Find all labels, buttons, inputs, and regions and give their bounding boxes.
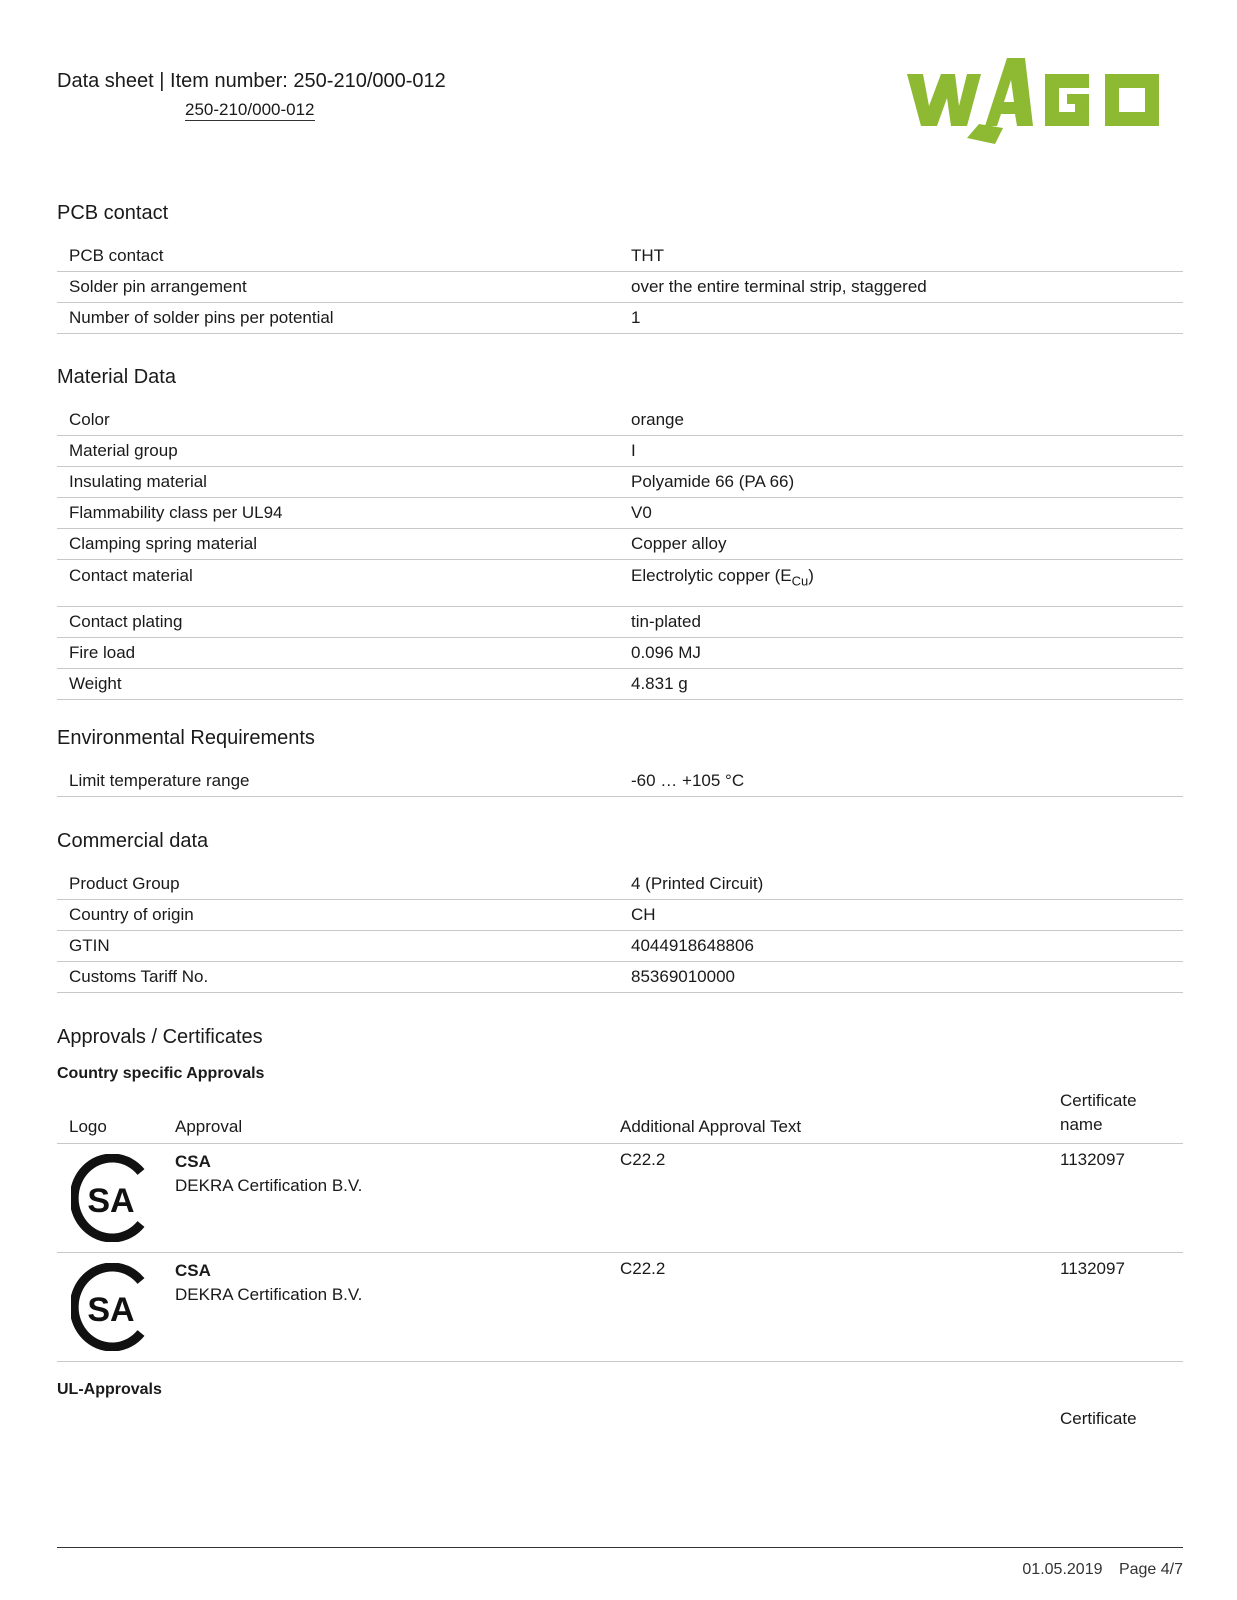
row-value: Copper alloy bbox=[619, 529, 1183, 560]
col-additional: Additional Approval Text bbox=[620, 1117, 802, 1136]
row-key: Solder pin arrangement bbox=[57, 272, 619, 303]
table-row bbox=[57, 962, 1183, 993]
row-value: 4.831 g bbox=[619, 669, 1183, 700]
table-row bbox=[57, 241, 1183, 272]
ul-certificate-header: Certificate bbox=[1060, 1409, 1137, 1428]
approval-org: DEKRA Certification B.V. bbox=[175, 1285, 363, 1304]
certificate-name: 1132097 bbox=[1060, 1259, 1125, 1278]
col-approval: Approval bbox=[175, 1117, 243, 1136]
row-key: Fire load bbox=[57, 638, 619, 669]
row-value: 1 bbox=[619, 303, 1183, 334]
row-value: Electrolytic copper $(E_{Cu})$ bbox=[619, 560, 1183, 607]
table-row bbox=[57, 669, 1183, 700]
table-row bbox=[57, 436, 1183, 467]
table-row bbox=[57, 560, 1183, 607]
section-title-environmental: Environmental Requirements bbox=[57, 727, 315, 749]
row-key: PCB contact bbox=[57, 241, 619, 272]
row-key: Contact plating bbox=[57, 607, 619, 638]
approval-text: C22.2 bbox=[620, 1150, 666, 1169]
row-key: Material group bbox=[57, 436, 619, 467]
row-value: 4044918648806 bbox=[619, 931, 1183, 962]
approval-name: CSA bbox=[175, 1152, 211, 1171]
section-title-material: Material Data bbox=[57, 366, 176, 388]
row-value: I bbox=[619, 436, 1183, 467]
row-value: orange bbox=[619, 405, 1183, 436]
row-value: 85369010000 bbox=[619, 962, 1183, 993]
table-row bbox=[57, 900, 1183, 931]
csa-logo-icon bbox=[71, 1263, 151, 1351]
row-key: Clamping spring material bbox=[57, 529, 619, 560]
row-value: tin-plated bbox=[619, 607, 1183, 638]
page-footer bbox=[1010, 1561, 1183, 1579]
row-value: 0.096 MJ bbox=[619, 638, 1183, 669]
row-value: -60 … +105 °C bbox=[619, 766, 1183, 797]
row-value: V0 bbox=[619, 498, 1183, 529]
svg-text:SA: SA bbox=[87, 1291, 135, 1329]
page-header bbox=[57, 70, 446, 119]
csa-logo-icon bbox=[71, 1154, 151, 1242]
table-row bbox=[57, 467, 1183, 498]
section-title-commercial: Commercial data bbox=[57, 830, 209, 852]
approval-text: C22.2 bbox=[620, 1259, 666, 1278]
approval-row bbox=[57, 1144, 1183, 1253]
ul-approvals-title: UL-Approvals bbox=[57, 1381, 162, 1398]
footer-divider bbox=[57, 1547, 1183, 1548]
row-key: Number of solder pins per potential bbox=[57, 303, 619, 334]
row-key: Flammability class per UL94 bbox=[57, 498, 619, 529]
row-key: Product Group bbox=[57, 869, 619, 900]
material-table bbox=[57, 405, 1183, 700]
environmental-table bbox=[57, 766, 1183, 797]
certificate-name: 1132097 bbox=[1060, 1150, 1125, 1169]
wago-logo bbox=[907, 58, 1159, 144]
section-title-approvals: Approvals / Certificates bbox=[57, 1026, 263, 1048]
table-row bbox=[57, 498, 1183, 529]
col-logo: Logo bbox=[69, 1117, 107, 1136]
row-key: Country of origin bbox=[57, 900, 619, 931]
row-key: Insulating material bbox=[57, 467, 619, 498]
item-number-link[interactable]: 250-210/000-012 bbox=[185, 100, 315, 119]
row-key: GTIN bbox=[57, 931, 619, 962]
footer-date: 01.05.2019 bbox=[1022, 1561, 1103, 1578]
row-value: Polyamide 66 (PA 66) bbox=[619, 467, 1183, 498]
country-approvals-title: Country specific Approvals bbox=[57, 1065, 265, 1082]
table-row bbox=[57, 303, 1183, 334]
table-row bbox=[57, 272, 1183, 303]
table-row bbox=[57, 607, 1183, 638]
approvals-header bbox=[57, 1093, 1183, 1144]
footer-page: Page 4/7 bbox=[1118, 1561, 1183, 1578]
row-key: Limit temperature range bbox=[57, 766, 619, 797]
table-row bbox=[57, 766, 1183, 797]
table-row bbox=[57, 869, 1183, 900]
row-key: Color bbox=[57, 405, 619, 436]
pcb-table bbox=[57, 241, 1183, 334]
row-key: Contact material bbox=[57, 560, 619, 607]
svg-text:SA: SA bbox=[87, 1182, 135, 1220]
row-value: over the entire terminal strip, staggered bbox=[619, 272, 1183, 303]
document-title: Data sheet | Item number: 250-210/000-012 bbox=[57, 70, 446, 92]
approval-row bbox=[57, 1253, 1183, 1362]
row-key: Customs Tariff No. bbox=[57, 962, 619, 993]
row-key: Weight bbox=[57, 669, 619, 700]
commercial-table bbox=[57, 869, 1183, 993]
section-title-pcb: PCB contact bbox=[57, 202, 169, 224]
table-row bbox=[57, 931, 1183, 962]
row-value: 4 (Printed Circuit) bbox=[619, 869, 1183, 900]
table-row bbox=[57, 405, 1183, 436]
table-row bbox=[57, 638, 1183, 669]
row-value: CH bbox=[619, 900, 1183, 931]
table-row bbox=[57, 529, 1183, 560]
approvals-table bbox=[57, 1093, 1183, 1362]
col-certificate: Certificate name bbox=[1060, 1091, 1137, 1134]
row-value: THT bbox=[619, 241, 1183, 272]
approval-org: DEKRA Certification B.V. bbox=[175, 1176, 363, 1195]
approval-name: CSA bbox=[175, 1261, 211, 1280]
